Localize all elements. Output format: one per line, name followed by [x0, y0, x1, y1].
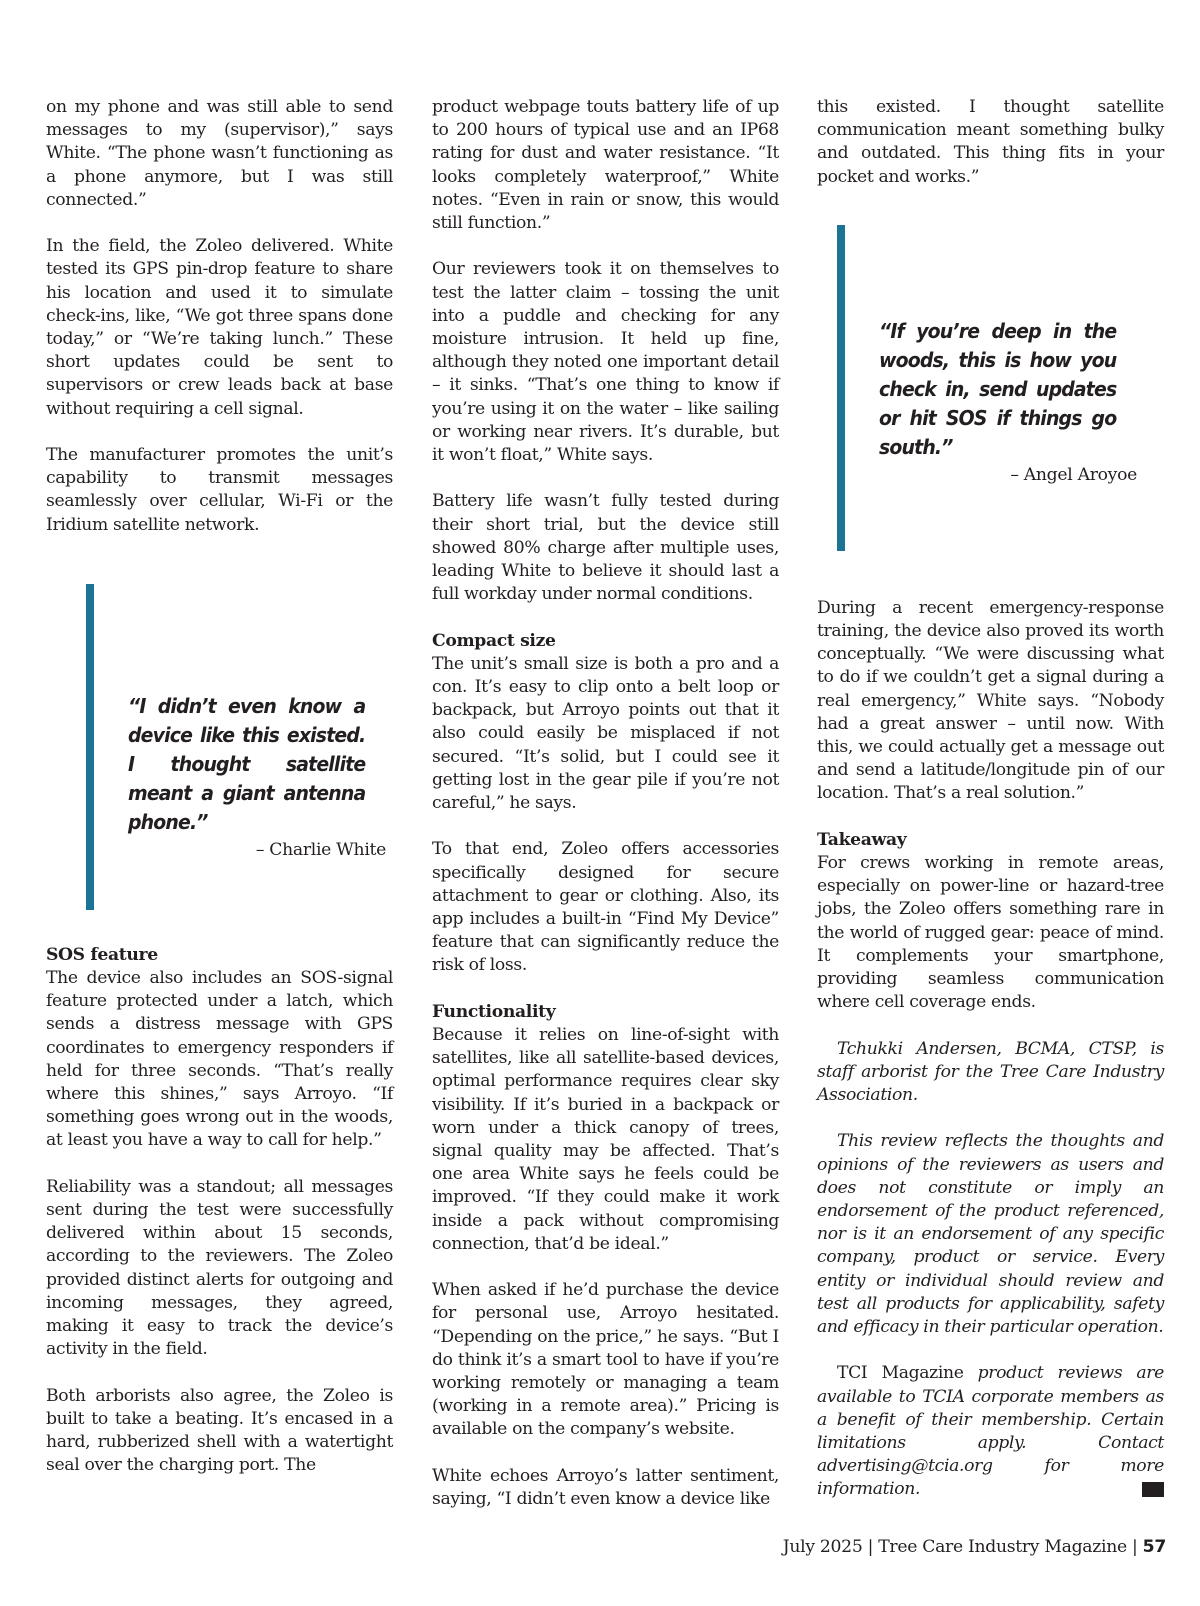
- disclaimer-note: This review reflects the thoughts and opinions of the reviewers as users and does not constitute or imply an endorsement of the product referenced, nor is it an endorsement of any specific company, product or service. Every entity or individual should review and test all products for applicability, safety and efficacy in their particular operation.: [817, 1131, 1164, 1338]
- column-1: [46, 96, 393, 1477]
- pull-quote-charlie-white: [86, 584, 386, 910]
- body-paragraph: Our reviewers took it on themselves to test the latter claim – tossing the unit into a puddle and checking for any moisture intrusion. It held up fine, although they noted one important detail – it sinks. “That’s one thing to know if you’re using it on the water – like sailing or working near rivers. It’s durable, but it won’t float,” White says.: [432, 259, 779, 466]
- body-paragraph: Reliability was a standout; all messages sent during the test were successfully delivered within about 15 seconds, according to the reviewers. The Zoleo provided distinct alerts for outgoing and incoming messages, they agreed, making it easy to track the device’s activity in the field.: [46, 1176, 393, 1360]
- pull-quote-attribution: – Charlie White: [255, 839, 386, 860]
- body-paragraph: Because it relies on line-of-sight with satellites, like all satellite-based devices, optimal performance requires clear sky visibility. If it’s buried in a backpack or worn under a thick canopy of trees, signal quality may be affected. That’s one area White says he feels could be improved. “If they could make it work inside a pack without compromising connection, that’d be ideal.”: [432, 1025, 779, 1254]
- membership-note-text: product reviews are available to TCIA corporate members as a benefit of their membership. Certain limitations apply. Contact advertising@tcia.org for more information.: [817, 1363, 1164, 1500]
- body-paragraph: For crews working in remote areas, especially on power-line or hazard-tree jobs, the Zoleo offers something rare in the world of rugged gear: peace of mind. It complements your smartphone, providing seamless communication where cell coverage ends.: [817, 853, 1164, 1013]
- body-paragraph: To that end, Zoleo offers accessories specifically designed for secure attachment to gear or clothing. Also, its app includes a built-in “Find My Device” feature that can significantly reduce the risk of loss.: [432, 839, 779, 976]
- body-paragraph: Battery life wasn’t fully tested during their short trial, but the device still showed 80% charge after multiple uses, leading White to believe it should last a full workday under normal conditions.: [432, 491, 779, 605]
- section-heading-functionality: Functionality: [432, 1001, 556, 1022]
- column-3: [817, 96, 1164, 1502]
- body-paragraph: When asked if he’d purchase the device for personal use, Arroyo hesitated. “Depending on the price,” he says. “But I do think it’s a smart tool to have if you’re working remotely or managing a team (working in a remote area).” Pricing is available on the company’s website.: [432, 1280, 779, 1440]
- page-footer: [783, 1537, 1166, 1557]
- pull-quote-text: “If you’re deep in the woods, this is how you check in, send updates or hit SOS if things go south.”: [879, 318, 1117, 459]
- body-paragraph: During a recent emergency-response training, the device also proved its worth conceptually. “We were discussing what to do if we couldn’t get a signal during a real emergency,” White says. “Nobody had a great answer – until now. With this, we could actually get a message out and send a latitude/longitude pin of our location. That’s a real solution.”: [817, 597, 1164, 804]
- body-paragraph: The manufacturer promotes the unit’s capability to transmit messages seamlessly over cellular, Wi-Fi or the Iridium satellite network.: [46, 445, 393, 535]
- body-paragraph: The unit’s small size is both a pro and a con. It’s easy to clip onto a belt loop or backpack, but Arroyo points out that it also could easily be misplaced if not secured. “It’s solid, but I could see it getting lost in the gear pile if you’re not careful,” he says.: [432, 653, 779, 814]
- author-note: Tchukki Andersen, BCMA, CTSP, is staff arborist for the Tree Care Industry Association.: [817, 1038, 1164, 1106]
- pull-quote-text: “I didn’t even know a device like this existed. I thought satellite meant a giant antenna phone.”: [128, 693, 366, 834]
- pull-quote-angel-aroyoe: [837, 225, 1137, 551]
- end-of-article-mark: [1142, 1482, 1164, 1497]
- body-paragraph: on my phone and was still able to send messages to my (supervisor),” says White. “The phone wasn’t functioning as a phone anymore, but I was still connected.”: [46, 97, 393, 210]
- section-heading-sos: SOS feature: [46, 944, 158, 965]
- magazine-name: TCI Magazine: [837, 1363, 964, 1384]
- body-paragraph: The device also includes an SOS-signal feature protected under a latch, which sends a distress message with GPS coordinates to emergency responders if held for three seconds. “That’s really where this shines,” says Arroyo. “If something goes wrong out in the woods, at least you have a way to call for help.”: [46, 968, 393, 1151]
- membership-note: [817, 1362, 1164, 1501]
- body-paragraph: In the field, the Zoleo delivered. White tested its GPS pin-drop feature to share his location and used it to simulate check-ins, like, “We got three spans done today,” or “We’re taking lunch.” These short updates could be sent to supervisors or crew leads back at base without requiring a cell signal.: [46, 236, 393, 419]
- body-paragraph: this existed. I thought satellite communication meant something bulky and outdated. This thing fits in your pocket and works.”: [817, 97, 1164, 187]
- body-paragraph: White echoes Arroyo’s latter sentiment, saying, “I didn’t even know a device like: [432, 1465, 779, 1510]
- footer-issue: July 2025 | Tree Care Industry Magazine |: [782, 1537, 1143, 1557]
- section-heading-takeaway: Takeaway: [817, 829, 907, 850]
- body-paragraph: product webpage touts battery life of up to 200 hours of typical use and an IP68 rating for dust and water resistance. “It looks completely waterproof,” White notes. “Even in rain or snow, this would still function.”: [432, 97, 779, 234]
- body-paragraph: Both arborists also agree, the Zoleo is built to take a beating. It’s encased in a hard, rubberized shell with a watertight seal over the charging port. The: [46, 1385, 393, 1476]
- section-heading-compact-size: Compact size: [432, 630, 556, 651]
- pull-quote-attribution: – Angel Aroyoe: [1010, 464, 1137, 485]
- column-2: [432, 96, 779, 1511]
- page-number: 57: [1142, 1537, 1166, 1557]
